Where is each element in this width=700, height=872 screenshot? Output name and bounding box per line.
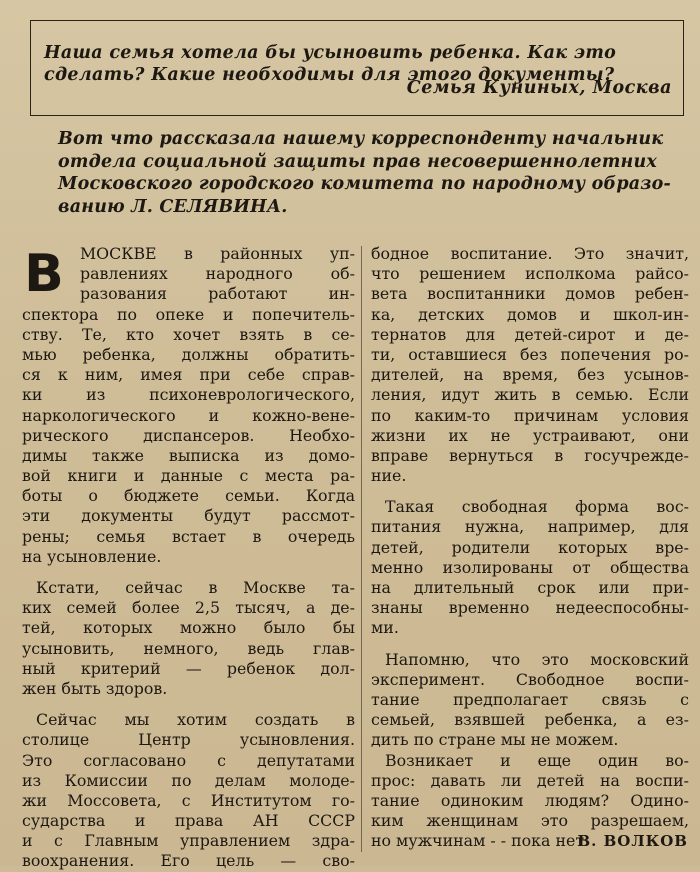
text-line: семьей, взявшей ребенка, а ез- [371, 710, 689, 730]
text-line: МОСКВЕ в районных уп- [80, 244, 355, 263]
text-line: равлениях народного об- [80, 264, 355, 284]
intro-line: ванию Л. СЕЛЯВИНА. [58, 196, 288, 217]
paragraph-gap [371, 639, 689, 650]
intro-line: Московского городского комитета по народному образо- [58, 174, 672, 194]
paragraph [371, 650, 689, 670]
article-right-column [371, 244, 689, 851]
paragraph-cont [22, 598, 355, 699]
text-line: усыновить, немного, ведь глав- [22, 638, 355, 658]
text-line: тей, которых можно было бы [22, 618, 355, 638]
paragraph [22, 578, 355, 598]
text-line: менно изолированы от общества [371, 557, 689, 577]
text-line: ки из психоневрологического, [22, 385, 355, 405]
text-line: что решением исполкома райсо- [371, 264, 689, 284]
text-line: ству. Те, кто хочет взять в се- [22, 324, 355, 344]
paragraph [371, 244, 689, 486]
text-line: мью ребенка, должны обратить- [22, 344, 355, 364]
article-left-column [22, 244, 355, 872]
text-line: Напомню, что это московский [385, 649, 689, 669]
text-line: ления, идут жить в семью. Если [371, 385, 689, 405]
text-line: жи Моссовета, с Институтом го- [22, 790, 355, 810]
intro-line: отдела социальной защиты прав несовершеннолетних [58, 151, 658, 172]
text-line: дителей, на время, без усынов- [371, 365, 689, 385]
text-line: ся к ним, имея при себе справ- [22, 365, 355, 385]
paragraph-gap [371, 486, 689, 497]
text-line: рического диспансеров. Необхо- [22, 425, 355, 445]
reader-letter-line: сделать? Какие необходимы для этого документы? [44, 65, 615, 85]
editorial-intro [58, 128, 688, 218]
text-line: наркологического и кожно-вене- [22, 405, 355, 425]
paragraph-cont [22, 730, 355, 871]
paragraph-gap [22, 699, 355, 710]
lead-lines [80, 244, 355, 305]
text-line: димы также выписка из домо- [22, 445, 355, 465]
text-line: Кстати, сейчас в Москве та- [36, 578, 355, 597]
text-line: прос: давать ли детей на воспи- [371, 770, 689, 790]
text-line: дить по стране мы не можем. [371, 730, 619, 750]
text-line: жизни их не устраивают, они [371, 425, 689, 445]
author-signature: В. ВОЛКОВ [577, 832, 688, 850]
text-line: сударства и права АН СССР [22, 811, 355, 831]
paragraph [371, 497, 689, 517]
text-line: вправе вернуться в госучрежде- [371, 445, 689, 465]
text-line: ким женщинам это разрешаем, [371, 811, 689, 831]
text-line: но мужчинам - - пока нет. [371, 831, 590, 851]
text-line: Это согласовано с депутатами [22, 750, 355, 770]
text-line: ние. [371, 466, 407, 486]
paragraph [22, 710, 355, 730]
text-line: питания нужна, например, для [371, 517, 689, 537]
text-line: боты о бюджете семьи. Когда [22, 486, 355, 506]
paragraph-cont [371, 670, 689, 751]
drop-cap: В [24, 244, 64, 304]
text-line: тание одиноким людям? Одино- [371, 790, 689, 810]
text-line: разования работают ин- [80, 284, 355, 304]
paragraph-gap [22, 567, 355, 578]
text-line: эти документы будут рассмот- [22, 506, 355, 526]
text-line: Сейчас мы хотим создать в [36, 710, 355, 730]
text-line: на длительный срок или при- [371, 578, 689, 597]
text-line: вета воспитанники домов ребен- [371, 284, 689, 304]
text-line: Такая свободная форма вос- [385, 497, 689, 517]
text-line: по каким-то причинам условия [371, 405, 689, 425]
text-line: бодное воспитание. Это значит, [371, 244, 689, 263]
paragraph-cont [371, 517, 689, 638]
text-line: ких семей более 2,5 тысяч, а де- [22, 598, 355, 618]
text-line: рены; семья встает в очередь [22, 526, 355, 546]
column-divider [361, 246, 362, 852]
text-line: эксперимент. Свободное воспи- [371, 669, 689, 689]
text-line: спектора по опеке и попечитель- [22, 304, 355, 324]
text-line: и с Главным управлением здра- [22, 831, 355, 851]
text-line: знаны временно недееспособны- [371, 598, 689, 618]
text-line: на усыновление. [22, 546, 162, 566]
text-line: жен быть здоров. [22, 678, 168, 698]
paragraph [371, 751, 689, 771]
text-line: тание предполагает связь с [371, 689, 689, 709]
text-line: ка, детских домов и школ-ин- [371, 304, 689, 324]
text-line: ми. [371, 618, 399, 638]
text-line: тернатов для детей-сирот и де- [371, 324, 689, 344]
text-line: воохранения. Его цель — сво- [22, 851, 355, 871]
text-line: ти, оставшиеся без попечения ро- [371, 344, 689, 364]
intro-line: Вот что рассказала нашему корреспонденту начальник [58, 129, 664, 149]
text-line: из Комиссии по делам молоде- [22, 770, 355, 790]
reader-letter-signature: Семья Куниных, Москва [406, 78, 672, 98]
text-line: ный критерий — ребенок дол- [22, 658, 355, 678]
text-line: детей, родители которых вре- [371, 537, 689, 557]
paragraph [22, 305, 355, 567]
reader-letter-line: Наша семья хотела бы усыновить ребенка. Как это [44, 43, 617, 63]
text-line: вой книги и данные с места ра- [22, 466, 355, 486]
text-line: столице Центр усыновления. [22, 730, 355, 750]
text-line: Возникает и еще один во- [385, 750, 689, 770]
